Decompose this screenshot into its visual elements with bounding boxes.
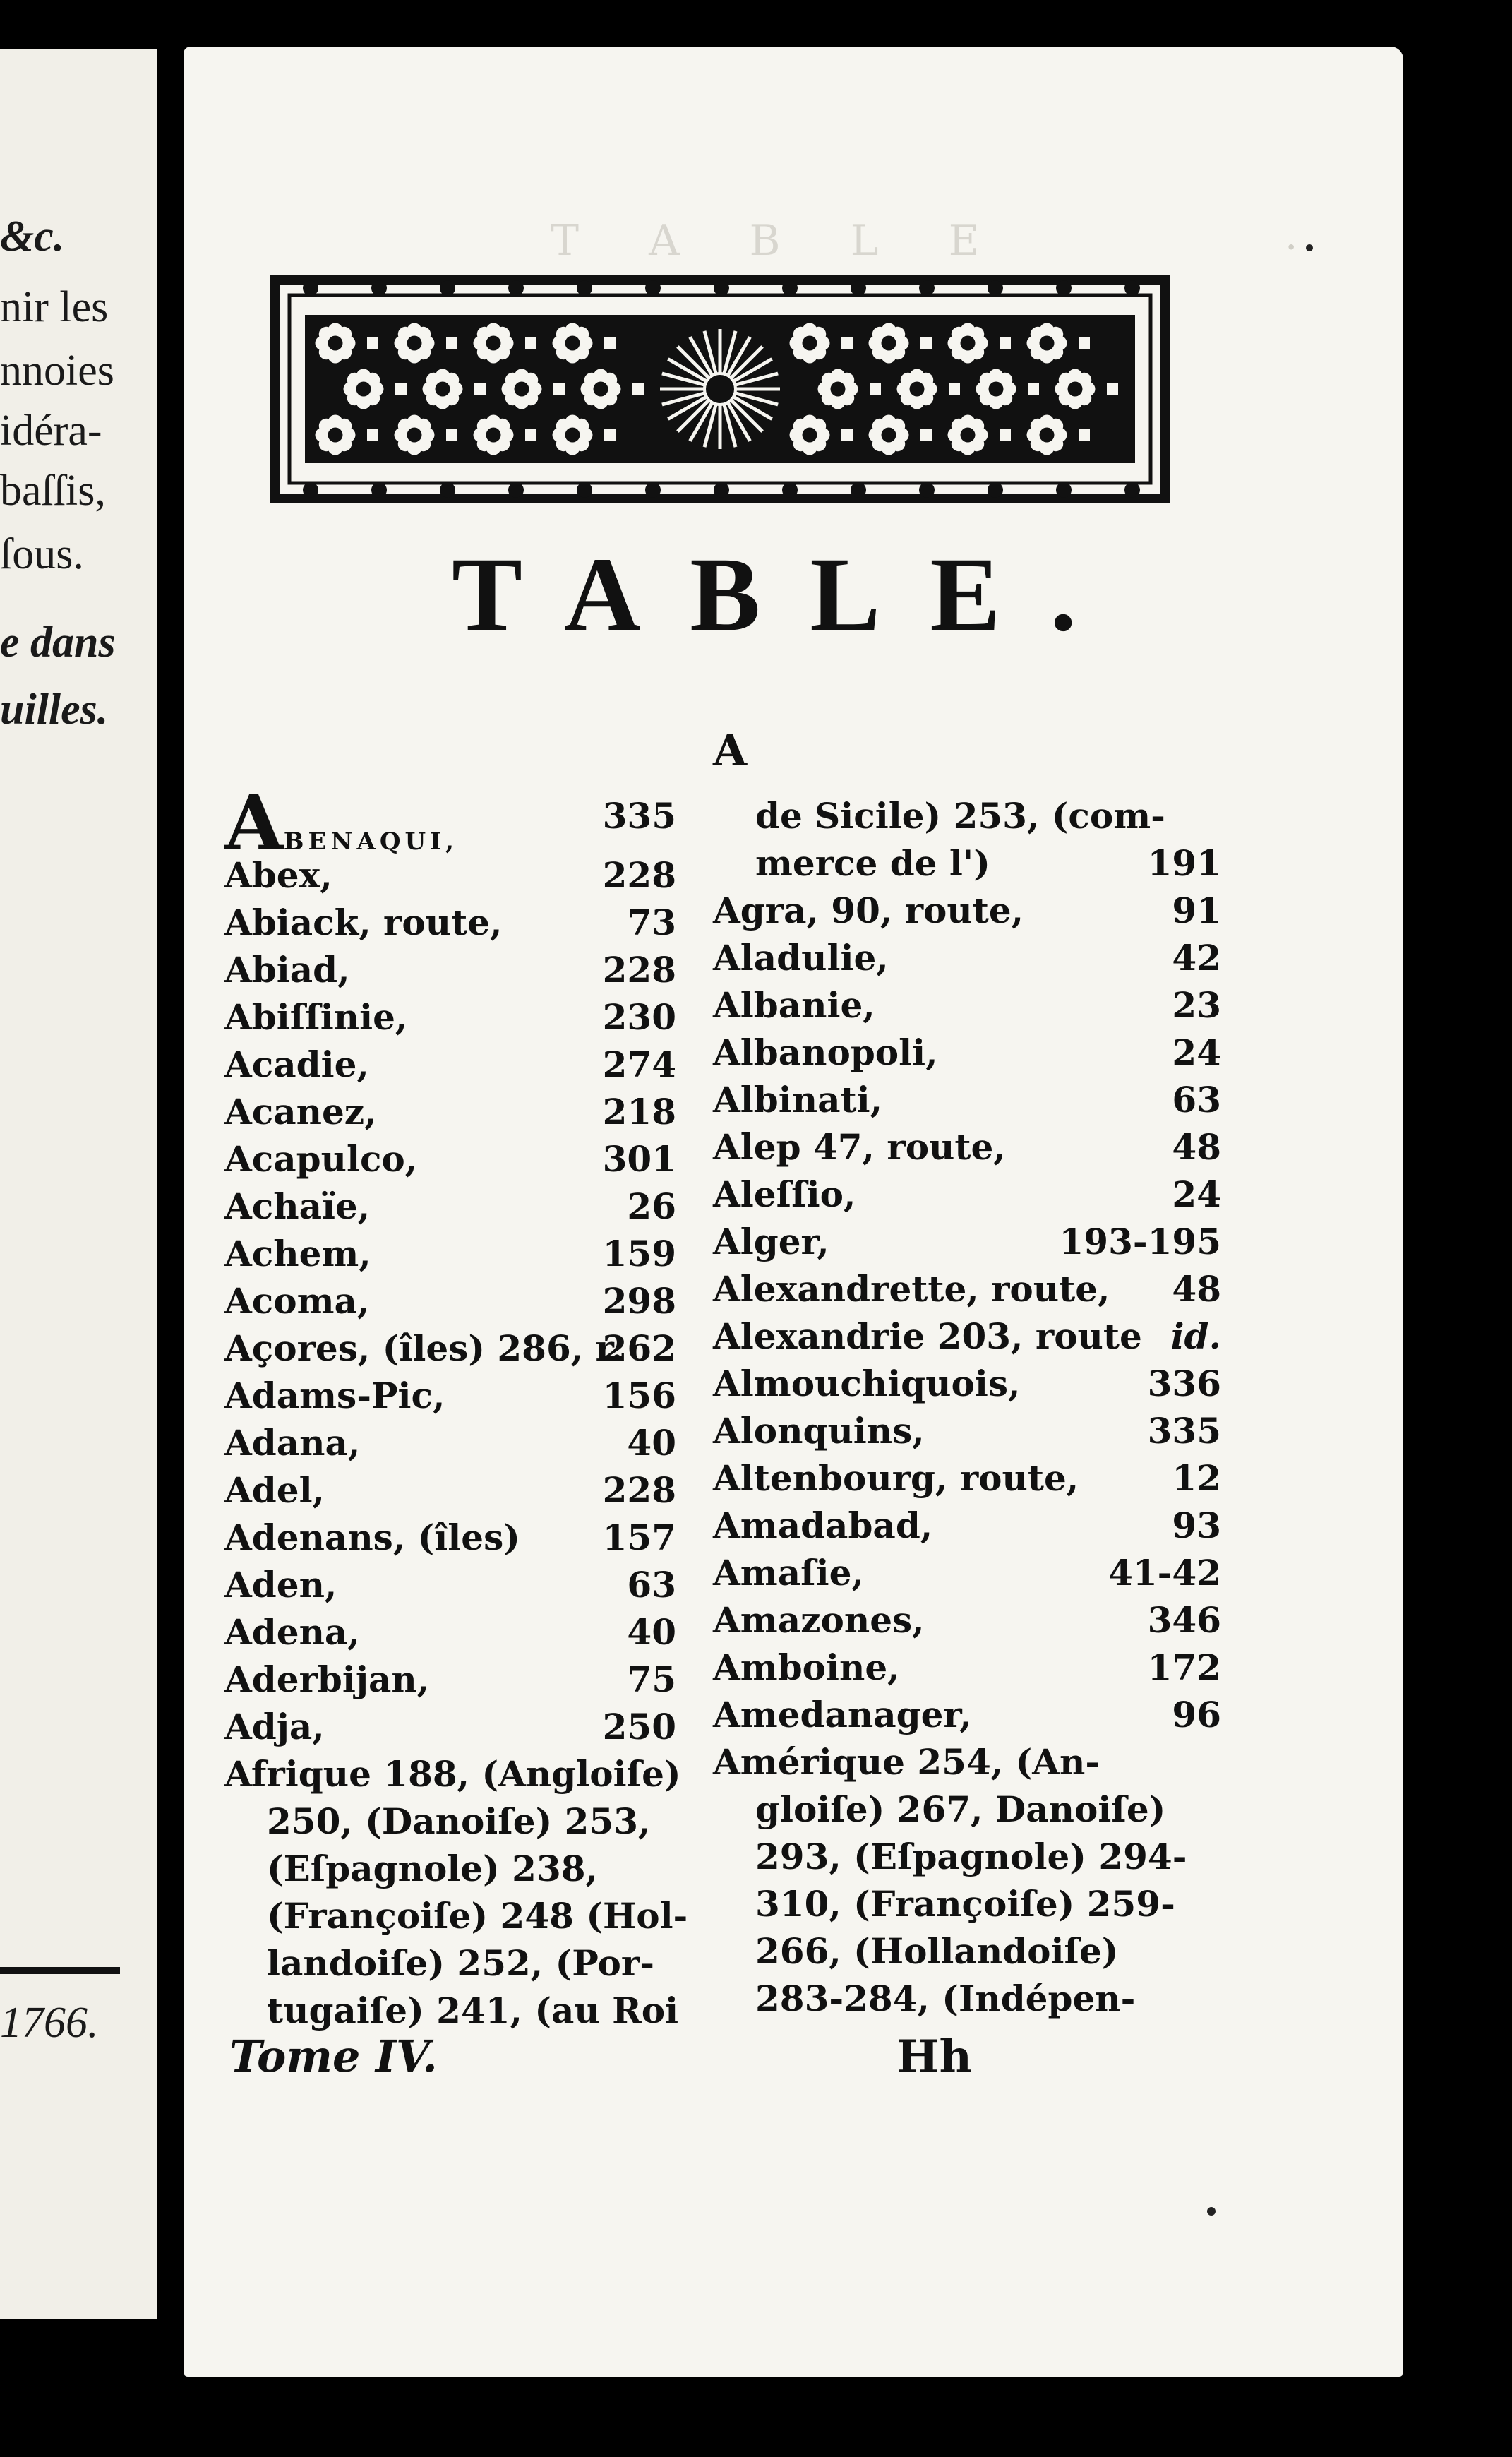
index-term: Adena, bbox=[224, 1611, 360, 1653]
index-term: Aderbijan, bbox=[224, 1658, 430, 1700]
index-term: Amérique 254, (An- bbox=[713, 1741, 1100, 1783]
index-term: Alexandrette, route, bbox=[713, 1268, 1110, 1310]
page-number: 228 bbox=[602, 854, 676, 896]
facing-line: uilles. bbox=[0, 686, 109, 734]
index-term: Amedanager, bbox=[713, 1694, 972, 1735]
index-term: Amadabad, bbox=[713, 1505, 933, 1546]
index-term: (Françoiſe) 248 (Hol- bbox=[267, 1895, 688, 1937]
facing-line: &c. bbox=[0, 213, 65, 261]
index-term bbox=[224, 779, 458, 868]
index-term: Aden, bbox=[224, 1564, 337, 1606]
index-term: Abiad, bbox=[224, 949, 350, 991]
index-entry bbox=[224, 1564, 676, 1611]
index-term: Abex, bbox=[224, 854, 332, 896]
index-term: Almouchiquois, bbox=[713, 1363, 1021, 1404]
index-entry bbox=[713, 1646, 1221, 1694]
page-number: 298 bbox=[602, 1280, 676, 1322]
index-term: Afrique 188, (Angloiſe) bbox=[224, 1753, 681, 1795]
page-number: 262 bbox=[602, 1327, 676, 1369]
index-term: Acanez, bbox=[224, 1091, 377, 1132]
index-term: Acadie, bbox=[224, 1044, 369, 1085]
index-column-right bbox=[713, 795, 1221, 2025]
facing-rule bbox=[0, 1967, 120, 1974]
page-number: 228 bbox=[602, 949, 676, 991]
page-number: 93 bbox=[1172, 1505, 1221, 1546]
index-term: 283-284, (Indépen- bbox=[755, 1978, 1136, 2019]
page-number: 335 bbox=[1147, 1410, 1221, 1452]
page-number: 75 bbox=[627, 1658, 676, 1700]
index-entry bbox=[713, 1268, 1221, 1315]
page-number: 41-42 bbox=[1108, 1552, 1221, 1594]
index-entry bbox=[713, 937, 1221, 984]
page-number: 26 bbox=[627, 1185, 676, 1227]
index-term: tugaiſe) 241, (au Roi bbox=[267, 1990, 679, 2031]
index-term: de Sicile) 253, (com- bbox=[755, 795, 1165, 837]
page-number: 335 bbox=[602, 795, 676, 837]
page-number: 48 bbox=[1172, 1126, 1221, 1168]
index-entry bbox=[713, 1173, 1221, 1221]
index-term: Albinati, bbox=[713, 1079, 882, 1120]
index-entry bbox=[713, 1694, 1221, 1741]
small-caps-term: BENAQUI, bbox=[283, 827, 458, 856]
index-term: Alexandrie 203, route bbox=[713, 1315, 1142, 1357]
page-number: 23 bbox=[1172, 984, 1221, 1026]
facing-footer: 1766. bbox=[0, 1999, 99, 2047]
index-term: Amboine, bbox=[713, 1646, 900, 1688]
page-number: 159 bbox=[602, 1233, 676, 1274]
index-entry bbox=[224, 996, 676, 1044]
page-number: 157 bbox=[602, 1517, 676, 1558]
index-entry bbox=[224, 1280, 676, 1327]
index-entry bbox=[224, 1469, 676, 1517]
index-term: 310, (Françoiſe) 259- bbox=[755, 1883, 1175, 1925]
page-number: 218 bbox=[602, 1091, 676, 1132]
index-term: 250, (Danoiſe) 253, bbox=[267, 1800, 651, 1842]
page-number: 336 bbox=[1147, 1363, 1221, 1404]
index-entry bbox=[224, 1233, 676, 1280]
index-term: Adenans, (îles) bbox=[224, 1517, 520, 1558]
index-term: Amaſie, bbox=[713, 1552, 864, 1594]
index-entry bbox=[713, 1505, 1221, 1552]
index-term: Altenbourg, route, bbox=[713, 1457, 1079, 1499]
index-term: Adana, bbox=[224, 1422, 361, 1464]
page-number: id. bbox=[1170, 1315, 1221, 1357]
index-entry bbox=[713, 890, 1221, 937]
index-entry bbox=[224, 1138, 676, 1185]
index-term: Achem, bbox=[224, 1233, 371, 1274]
index-entry bbox=[713, 1978, 1221, 2025]
index-entry bbox=[713, 795, 1221, 842]
index-column-left bbox=[224, 779, 688, 2037]
page-number: 228 bbox=[602, 1469, 676, 1511]
index-term: Agra, 90, route, bbox=[713, 890, 1024, 931]
index-term: landoiſe) 252, (Por- bbox=[267, 1942, 654, 1984]
index-entry bbox=[224, 949, 676, 996]
index-entry bbox=[224, 1800, 676, 1848]
index-entry bbox=[713, 1363, 1221, 1410]
index-entry bbox=[224, 1706, 676, 1753]
index-term: Alep 47, route, bbox=[713, 1126, 1006, 1168]
volume-footer: Tome IV. bbox=[229, 2031, 438, 2082]
page-number: 48 bbox=[1172, 1268, 1221, 1310]
index-term: Acapulco, bbox=[224, 1138, 418, 1180]
index-entry bbox=[713, 984, 1221, 1032]
index-entry bbox=[224, 1611, 676, 1658]
page-number: 301 bbox=[602, 1138, 676, 1180]
index-entry bbox=[713, 1836, 1221, 1883]
page-number: 250 bbox=[602, 1706, 676, 1747]
index-entry bbox=[713, 1930, 1221, 1978]
index-entry bbox=[224, 1658, 676, 1706]
index-term: Alger, bbox=[713, 1221, 829, 1262]
index-term: Abiack, route, bbox=[224, 902, 503, 943]
index-term: Achaïe, bbox=[224, 1185, 371, 1227]
page-number: 63 bbox=[1172, 1079, 1221, 1120]
ink-speck bbox=[1306, 244, 1313, 251]
page-number: 40 bbox=[627, 1422, 676, 1464]
index-entry bbox=[713, 1126, 1221, 1173]
index-entry bbox=[224, 1422, 676, 1469]
page-number: 73 bbox=[627, 902, 676, 943]
index-entry bbox=[713, 1315, 1221, 1363]
page-title: TABLE. bbox=[452, 536, 1126, 653]
index-entry bbox=[224, 1327, 676, 1375]
index-entry bbox=[713, 1741, 1221, 1788]
page-number: 96 bbox=[1172, 1694, 1221, 1735]
page-number: 230 bbox=[602, 996, 676, 1038]
index-term: (Eſpagnole) 238, bbox=[267, 1848, 598, 1889]
bleed-through-text: T A B L E bbox=[551, 216, 1008, 265]
page-number: 42 bbox=[1172, 937, 1221, 979]
page-number: 172 bbox=[1147, 1646, 1221, 1688]
index-entry bbox=[224, 854, 676, 902]
index-entry bbox=[713, 1457, 1221, 1505]
page-number: 346 bbox=[1147, 1599, 1221, 1641]
page-number: 12 bbox=[1172, 1457, 1221, 1499]
index-entry bbox=[224, 1091, 676, 1138]
index-entry bbox=[713, 1032, 1221, 1079]
index-entry bbox=[224, 1044, 676, 1091]
index-term: gloiſe) 267, Danoiſe) bbox=[755, 1788, 1166, 1830]
index-entry bbox=[713, 1883, 1221, 1930]
index-entry bbox=[224, 1753, 681, 1800]
index-entry bbox=[713, 1410, 1221, 1457]
facing-page-fragment bbox=[0, 49, 157, 2319]
facing-line: nir les bbox=[0, 283, 109, 331]
section-letter: A bbox=[713, 724, 748, 776]
facing-line: ſous. bbox=[0, 530, 84, 578]
drop-initial: A bbox=[224, 779, 284, 868]
index-entry bbox=[713, 1221, 1221, 1268]
index-term: 266, (Hollandoiſe) bbox=[755, 1930, 1119, 1972]
index-term: Amazones, bbox=[713, 1599, 925, 1641]
index-term: Aleſſio, bbox=[713, 1173, 856, 1215]
index-entry bbox=[713, 1552, 1221, 1599]
index-entry bbox=[713, 1788, 1221, 1836]
index-term: Albanie, bbox=[713, 984, 875, 1026]
index-entry bbox=[224, 1375, 676, 1422]
page-number: 40 bbox=[627, 1611, 676, 1653]
index-term: Açores, (îles) 286, r. bbox=[224, 1327, 623, 1369]
page-number: 24 bbox=[1172, 1032, 1221, 1073]
ornament-band bbox=[268, 273, 1172, 506]
index-term: Albanopoli, bbox=[713, 1032, 938, 1073]
page-number: 91 bbox=[1172, 890, 1221, 931]
page-number: 156 bbox=[602, 1375, 676, 1416]
index-entry bbox=[713, 842, 1221, 890]
index-entry bbox=[713, 1079, 1221, 1126]
page-number: 63 bbox=[627, 1564, 676, 1606]
page-number: 274 bbox=[602, 1044, 676, 1085]
index-entry bbox=[224, 1942, 676, 1990]
index-term: Acoma, bbox=[224, 1280, 370, 1322]
book-page bbox=[184, 47, 1403, 2377]
index-entry bbox=[224, 902, 676, 949]
facing-line: idéra- bbox=[0, 407, 102, 455]
index-term: 293, (Eſpagnole) 294- bbox=[755, 1836, 1187, 1877]
page-number: 191 bbox=[1147, 842, 1221, 884]
index-term: Adel, bbox=[224, 1469, 325, 1511]
index-term: Aladulie, bbox=[713, 937, 889, 979]
index-entry bbox=[713, 1599, 1221, 1646]
index-term: Adams-Pic, bbox=[224, 1375, 445, 1416]
index-term: Adja, bbox=[224, 1706, 325, 1747]
index-entry bbox=[224, 1517, 676, 1564]
index-entry bbox=[224, 779, 676, 868]
signature-mark: Hh bbox=[896, 2031, 972, 2084]
facing-line: baſſis, bbox=[0, 467, 106, 515]
index-term: Abiſſinie, bbox=[224, 996, 408, 1038]
index-term: merce de l') bbox=[755, 842, 990, 884]
index-entry bbox=[224, 1848, 676, 1895]
index-entry bbox=[224, 1895, 688, 1942]
index-term: Alonquins, bbox=[713, 1410, 925, 1452]
index-entry bbox=[224, 1185, 676, 1233]
page-number: 24 bbox=[1172, 1173, 1221, 1215]
index-entry bbox=[224, 1990, 679, 2037]
bleed-through-number: · bbox=[1285, 223, 1298, 271]
facing-line: nnoies bbox=[0, 347, 114, 395]
facing-line: e dans bbox=[0, 618, 116, 666]
ink-speck bbox=[1207, 2207, 1216, 2216]
page-number: 193-195 bbox=[1059, 1221, 1221, 1262]
